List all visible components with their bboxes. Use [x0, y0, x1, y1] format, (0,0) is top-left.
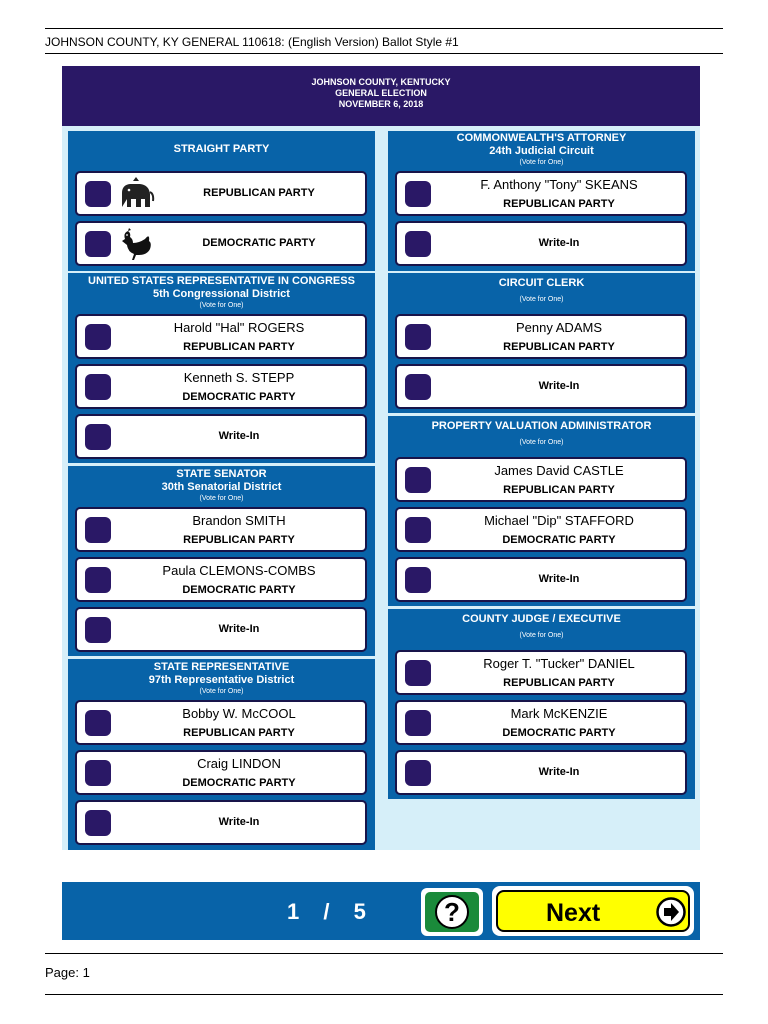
contest-header	[68, 275, 375, 310]
vote-for-instruction: (Vote for One)	[199, 302, 244, 309]
write-in-label: Write-In	[218, 816, 260, 828]
elephant-icon	[119, 177, 155, 211]
party-label: DEMOCRATIC PARTY	[182, 777, 296, 789]
contest-subtitle: 24th Judicial Circuit	[489, 145, 594, 157]
checkbox[interactable]	[405, 374, 431, 400]
page-separator: /	[323, 899, 330, 924]
candidate-name: Kenneth S. STEPP	[183, 370, 295, 385]
party-label: REPUBLICAN PARTY	[203, 187, 315, 199]
party-label: REPUBLICAN PARTY	[183, 534, 295, 546]
ballot-title-election: GENERAL ELECTION	[335, 88, 427, 98]
contest-header	[68, 143, 375, 156]
help-button[interactable]	[421, 888, 483, 936]
vote-for-instruction: (Vote for One)	[199, 688, 244, 695]
option-democratic-party[interactable]	[75, 221, 367, 266]
header-rule	[45, 53, 723, 54]
checkbox[interactable]	[85, 567, 111, 593]
vote-for-instruction: (Vote for One)	[519, 159, 564, 166]
vote-for-instruction: (Vote for One)	[519, 439, 564, 446]
help-icon: ?	[435, 895, 469, 929]
contest-subtitle: 30th Senatorial District	[161, 481, 282, 493]
contest-state-representative	[68, 659, 375, 850]
contest-title: STATE SENATOR	[176, 468, 267, 480]
navigation-bar	[62, 882, 700, 940]
help-button-face[interactable]	[425, 892, 479, 932]
contest-title: STATE REPRESENTATIVE	[153, 661, 290, 673]
contest-header	[68, 468, 375, 503]
party-label: REPUBLICAN PARTY	[183, 341, 295, 353]
write-in-label: Write-In	[538, 380, 580, 392]
checkbox[interactable]	[405, 324, 431, 350]
candidate-name: Brandon SMITH	[192, 513, 286, 528]
vote-for-instruction: (Vote for One)	[519, 296, 564, 303]
ballot-title-date: NOVEMBER 6, 2018	[338, 99, 424, 109]
write-in-label: Write-In	[538, 573, 580, 585]
candidate-name: Mark McKENZIE	[510, 706, 608, 721]
option-write-in[interactable]	[75, 607, 367, 652]
party-label: DEMOCRATIC PARTY	[182, 391, 296, 403]
party-label: REPUBLICAN PARTY	[503, 677, 615, 689]
option-candidate[interactable]	[75, 750, 367, 795]
contest-property-valuation-administrator	[388, 416, 695, 606]
contest-us-representative	[68, 273, 375, 463]
vote-for-instruction: (Vote for One)	[199, 495, 244, 502]
checkbox[interactable]	[405, 517, 431, 543]
next-button[interactable]	[492, 886, 694, 936]
party-label: DEMOCRATIC PARTY	[502, 534, 616, 546]
candidate-name: Harold "Hal" ROGERS	[173, 320, 305, 335]
ballot-title	[62, 66, 700, 126]
checkbox[interactable]	[85, 181, 111, 207]
checkbox[interactable]	[405, 760, 431, 786]
contest-commonwealths-attorney	[388, 131, 695, 271]
write-in-label: Write-In	[218, 623, 260, 635]
write-in-label: Write-In	[538, 237, 580, 249]
option-republican-party[interactable]	[75, 171, 367, 216]
party-label: REPUBLICAN PARTY	[183, 727, 295, 739]
write-in-label: Write-In	[218, 430, 260, 442]
contest-header	[388, 277, 695, 304]
footer-bottom-rule	[45, 994, 723, 995]
contest-subtitle: 97th Representative District	[148, 674, 295, 686]
option-candidate[interactable]	[395, 314, 687, 359]
footer-top-rule	[45, 953, 723, 954]
vote-for-instruction: (Vote for One)	[519, 632, 564, 639]
page-footer: Page: 1	[45, 965, 90, 980]
candidate-name: Craig LINDON	[197, 756, 281, 771]
option-write-in[interactable]	[395, 557, 687, 602]
contest-subtitle: 5th Congressional District	[153, 288, 290, 300]
checkbox[interactable]	[85, 324, 111, 350]
candidate-name: Penny ADAMS	[516, 320, 602, 335]
checkbox[interactable]	[85, 231, 111, 257]
contest-header	[388, 420, 695, 447]
contest-straight-party	[68, 131, 375, 271]
ballot-title-county: JOHNSON COUNTY, KENTUCKY	[311, 77, 451, 87]
checkbox[interactable]	[85, 617, 111, 643]
checkbox[interactable]	[85, 810, 111, 836]
contest-header	[388, 613, 695, 640]
candidate-name: Paula CLEMONS-COMBS	[162, 563, 316, 578]
option-candidate[interactable]	[75, 314, 367, 359]
option-candidate[interactable]	[395, 650, 687, 695]
option-candidate[interactable]	[395, 457, 687, 502]
contest-title: COMMONWEALTH'S ATTORNEY	[456, 132, 627, 144]
top-rule	[45, 28, 723, 29]
party-label: DEMOCRATIC PARTY	[502, 727, 616, 739]
party-label: REPUBLICAN PARTY	[503, 198, 615, 210]
checkbox[interactable]	[405, 567, 431, 593]
option-candidate[interactable]	[395, 700, 687, 745]
option-candidate[interactable]	[75, 364, 367, 409]
checkbox[interactable]	[85, 760, 111, 786]
candidate-name: F. Anthony "Tony" SKEANS	[480, 177, 638, 192]
option-candidate[interactable]	[395, 507, 687, 552]
party-label: REPUBLICAN PARTY	[503, 341, 615, 353]
party-label: DEMOCRATIC PARTY	[182, 584, 296, 596]
write-in-label: Write-In	[538, 766, 580, 778]
option-write-in[interactable]	[395, 221, 687, 266]
checkbox[interactable]	[405, 181, 431, 207]
contest-title: COUNTY JUDGE / EXECUTIVE	[462, 613, 621, 625]
candidate-name: Roger T. "Tucker" DANIEL	[483, 656, 635, 671]
contest-title: UNITED STATES REPRESENTATIVE IN CONGRESS	[88, 275, 355, 287]
checkbox[interactable]	[85, 374, 111, 400]
next-label: Next	[546, 899, 601, 927]
page-header: JOHNSON COUNTY, KY GENERAL 110618: (English Version) Ballot Style #1	[45, 35, 459, 49]
contest-header	[388, 132, 695, 167]
candidate-name: Bobby W. McCOOL	[182, 706, 296, 721]
option-write-in[interactable]	[395, 364, 687, 409]
page-current: 1	[287, 899, 300, 924]
option-write-in[interactable]	[395, 750, 687, 795]
checkbox[interactable]	[405, 231, 431, 257]
option-write-in[interactable]	[75, 800, 367, 845]
contest-state-senator	[68, 466, 375, 656]
contest-header	[68, 661, 375, 696]
checkbox[interactable]	[85, 710, 111, 736]
contest-county-judge-executive	[388, 609, 695, 799]
option-candidate[interactable]	[395, 171, 687, 216]
contest-circuit-clerk	[388, 273, 695, 413]
page-total: 5	[353, 899, 366, 924]
option-candidate[interactable]	[75, 557, 367, 602]
party-label: REPUBLICAN PARTY	[503, 484, 615, 496]
option-candidate[interactable]	[75, 507, 367, 552]
candidate-name: James David CASTLE	[494, 463, 624, 478]
contest-title: STRAIGHT PARTY	[173, 143, 270, 155]
contest-title: CIRCUIT CLERK	[498, 277, 585, 289]
checkbox[interactable]	[85, 424, 111, 450]
page-indicator	[287, 899, 366, 925]
candidate-name: Michael "Dip" STAFFORD	[484, 513, 634, 528]
checkbox[interactable]	[405, 467, 431, 493]
option-candidate[interactable]	[75, 700, 367, 745]
contest-title: PROPERTY VALUATION ADMINISTRATOR	[431, 420, 652, 432]
checkbox[interactable]	[405, 710, 431, 736]
arrow-right-icon	[656, 897, 686, 927]
option-write-in[interactable]	[75, 414, 367, 459]
checkbox[interactable]	[85, 517, 111, 543]
next-button-face[interactable]	[496, 890, 690, 932]
checkbox[interactable]	[405, 660, 431, 686]
party-label: DEMOCRATIC PARTY	[202, 237, 316, 249]
rooster-icon	[119, 227, 155, 261]
